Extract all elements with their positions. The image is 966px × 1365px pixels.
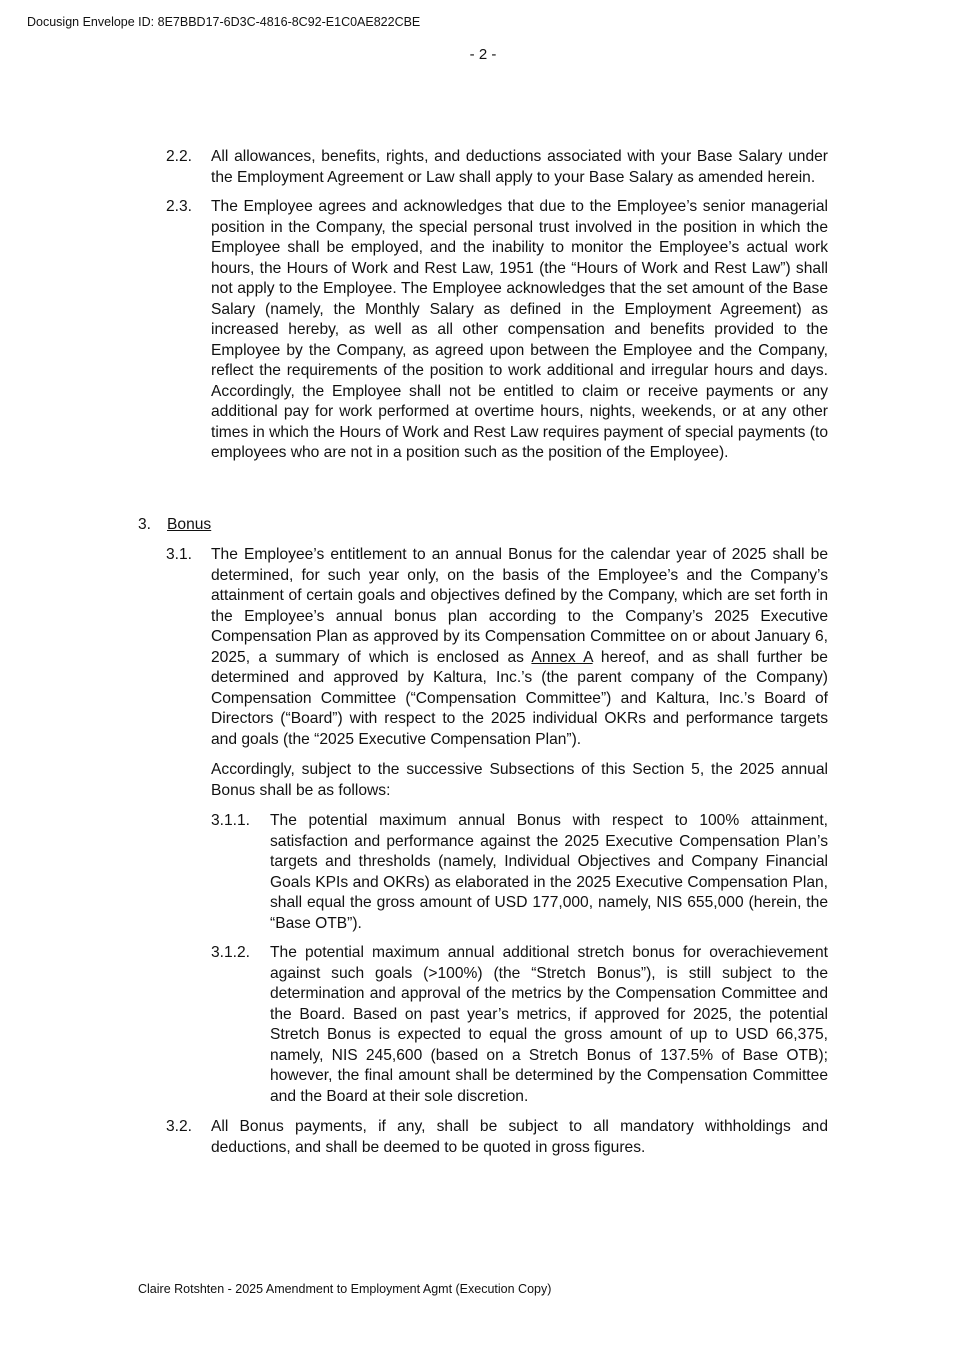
section-3-1-text-after: hereof, and as shall further be determined and approved by Kaltura, Inc.’s (the parent company of the Company) Compensation Committee (“Compensation Committee”) and Kaltura, Inc.’s Board of Directors (“Board”) with respect to the 2025 individual OKRs and performance targets and goals (the “2025 Executive Compensation Plan”). xyxy=(211,648,828,748)
annex-a-reference: Annex A xyxy=(531,648,593,666)
section-number: 3.1. xyxy=(166,546,193,563)
section-number: 2.2. xyxy=(166,148,193,165)
section-number: 3.1.2. xyxy=(211,944,251,961)
page-number: - 2 - xyxy=(469,46,497,63)
envelope-id: Docusign Envelope ID: 8E7BBD17-6D3C-4816-8C92-E1C0AE822CBE xyxy=(27,15,421,29)
section-3-1-2-text: The potential maximum annual additional stretch bonus for overachievement against such goals (>100%) (the “Stretch Bonus”), is still subject to the determination and approval of the metrics by the Compensation Committee and the Board. Based on past year’s metrics, if approved for 2025, the potential Stretch Bonus is expected to equal the gross amount of up to USD 66,375, namely, NIS 245,600 (based on a Stretch Bonus of 137.5% of Base OTB); however, the final amount shall be determined by the Compensation Committee and the Board at their sole discretion. xyxy=(270,944,828,1105)
section-number: 3. xyxy=(138,516,152,533)
section-2-3-text: The Employee agrees and acknowledges that due to the Employee’s senior managerial position in the Company, the special personal trust involved in the position in which the Employee shall be employed, and the inability to monitor the Employee’s actual work hours, the Hours of Work and Rest Law, 1951 (the “Hours of Work and Rest Law”) shall not apply to the Employee. The Employee acknowledges that the set amount of the Base Salary (namely, the Monthly Salary as defined in the Employment Agreement) as increased hereby, as well as all other compensation and benefits provided to the Employee by the Company, as agreed upon between the Employee and the Company, reflect the requirements of the position to work additional and irregular hours and days. Accordingly, the Employee shall not be entitled to claim or receive payments or any additional pay for work performed at overtime hours, nights, weekends, or at any other times in which the Hours of Work and Rest Law requires payment of special payments (to employees who are not in a position such as the position of the Employee). xyxy=(211,198,828,461)
footer-text: Claire Rotshten - 2025 Amendment to Employment Agmt (Execution Copy) xyxy=(138,1282,552,1296)
section-2-2-text: All allowances, benefits, rights, and deductions associated with your Base Salary under the Employment Agreement or Law shall apply to your Base Salary as amended herein. xyxy=(211,148,828,186)
section-3-1-text xyxy=(211,545,828,750)
section-3-1-followup: Accordingly, subject to the successive Subsections of this Section 5, the 2025 annual Bonus shall be as follows: xyxy=(211,761,828,799)
section-3-2-text: All Bonus payments, if any, shall be subject to all mandatory withholdings and deductions, and shall be deemed to be quoted in gross figures. xyxy=(211,1118,828,1156)
section-number: 3.1.1. xyxy=(211,812,251,829)
section-number: 2.3. xyxy=(166,198,193,215)
section-heading-bonus: Bonus xyxy=(167,516,212,533)
section-3-1-1-text: The potential maximum annual Bonus with respect to 100% attainment, satisfaction and performance against the 2025 Executive Compensation Plan’s targets and thresholds (namely, Individual Objectives and Company Financial Goals KPIs and OKRs) as elaborated in the 2025 Executive Compensation Plan, shall equal the gross amount of USD 177,000, namely, NIS 655,000 (herein, the “Base OTB”). xyxy=(270,812,828,932)
section-3-1-text-before: The Employee’s entitlement to an annual Bonus for the calendar year of 2025 shall be determined, for such year only, on the basis of the Employee’s and the Company’s attainment of certain goals and objectives defined by the Company, which are set forth in the Employee’s annual bonus plan according to the Company’s 2025 Executive Compensation Plan as approved by its Compensation Committee on or about January 6, 2025, a summary of which is enclosed as xyxy=(211,546,828,666)
section-number: 3.2. xyxy=(166,1118,193,1135)
